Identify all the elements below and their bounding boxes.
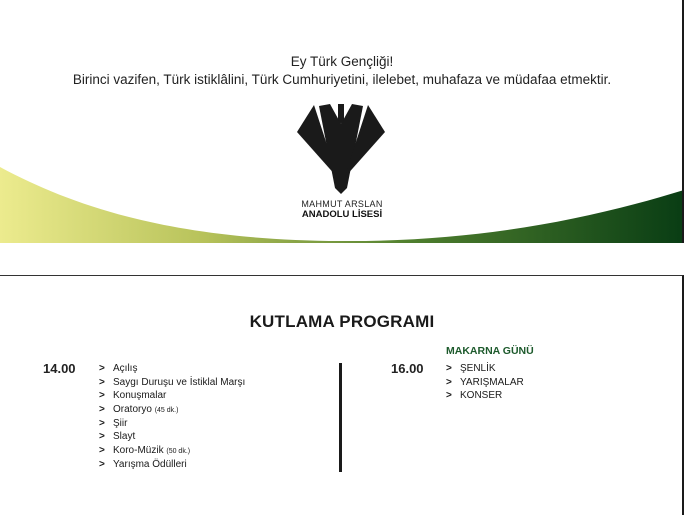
- chevron-right-icon: >: [99, 431, 105, 443]
- chevron-right-icon: >: [99, 404, 105, 416]
- chevron-right-icon: >: [99, 458, 105, 470]
- list-item: > Koro-Müzik (50 dk.): [99, 445, 191, 457]
- invitation-header-card: [0, 0, 684, 243]
- chevron-right-icon: >: [446, 390, 452, 402]
- duration-note: (50 dk.): [166, 448, 191, 456]
- list-item: > Şiir: [99, 417, 128, 429]
- chevron-right-icon: >: [99, 363, 105, 374]
- quote-line-2: Birinci vazifen, Türk istiklâlini, Türk Cumhuriyetini, ilelebet, muhafaza ve müdafaa etmektir.: [72, 72, 612, 87]
- session2-list: [446, 362, 524, 403]
- program-card: [0, 275, 684, 515]
- chevron-right-icon: >: [446, 363, 452, 374]
- chevron-right-icon: >: [99, 417, 105, 429]
- column-divider: [339, 363, 342, 472]
- session2-time: 16.00: [391, 361, 424, 376]
- list-item: > Slayt: [99, 431, 136, 443]
- chevron-right-icon: >: [446, 376, 452, 388]
- list-item: > YARIŞMALAR: [446, 376, 524, 388]
- list-item: > Konuşmalar: [99, 390, 167, 402]
- school-name-line-2: ANADOLU LİSESİ: [301, 209, 383, 220]
- quote-line-1: Ey Türk Gençliği!: [290, 54, 394, 69]
- chevron-right-icon: >: [99, 390, 105, 402]
- list-item: > Yarışma Ödülleri: [99, 458, 187, 470]
- program-title: KUTLAMA PROGRAMI: [249, 312, 435, 331]
- session1-list: [99, 362, 245, 472]
- school-logo-icon: [297, 102, 385, 197]
- chevron-right-icon: >: [99, 445, 105, 457]
- list-item: > KONSER: [446, 390, 503, 402]
- session2-heading: MAKARNA GÜNÜ: [446, 345, 534, 357]
- duration-note: (45 dk.): [154, 407, 179, 415]
- chevron-right-icon: >: [99, 376, 105, 388]
- session1-time: 14.00: [43, 361, 76, 376]
- list-item: > Açılış: [99, 363, 138, 374]
- list-item: > Saygı Duruşu ve İstiklal Marşı: [99, 376, 246, 388]
- school-name-line-1: MAHMUT ARSLAN: [301, 199, 383, 209]
- list-item: > ŞENLİK: [446, 363, 496, 374]
- list-item: > Oratoryo (45 dk.): [99, 404, 179, 416]
